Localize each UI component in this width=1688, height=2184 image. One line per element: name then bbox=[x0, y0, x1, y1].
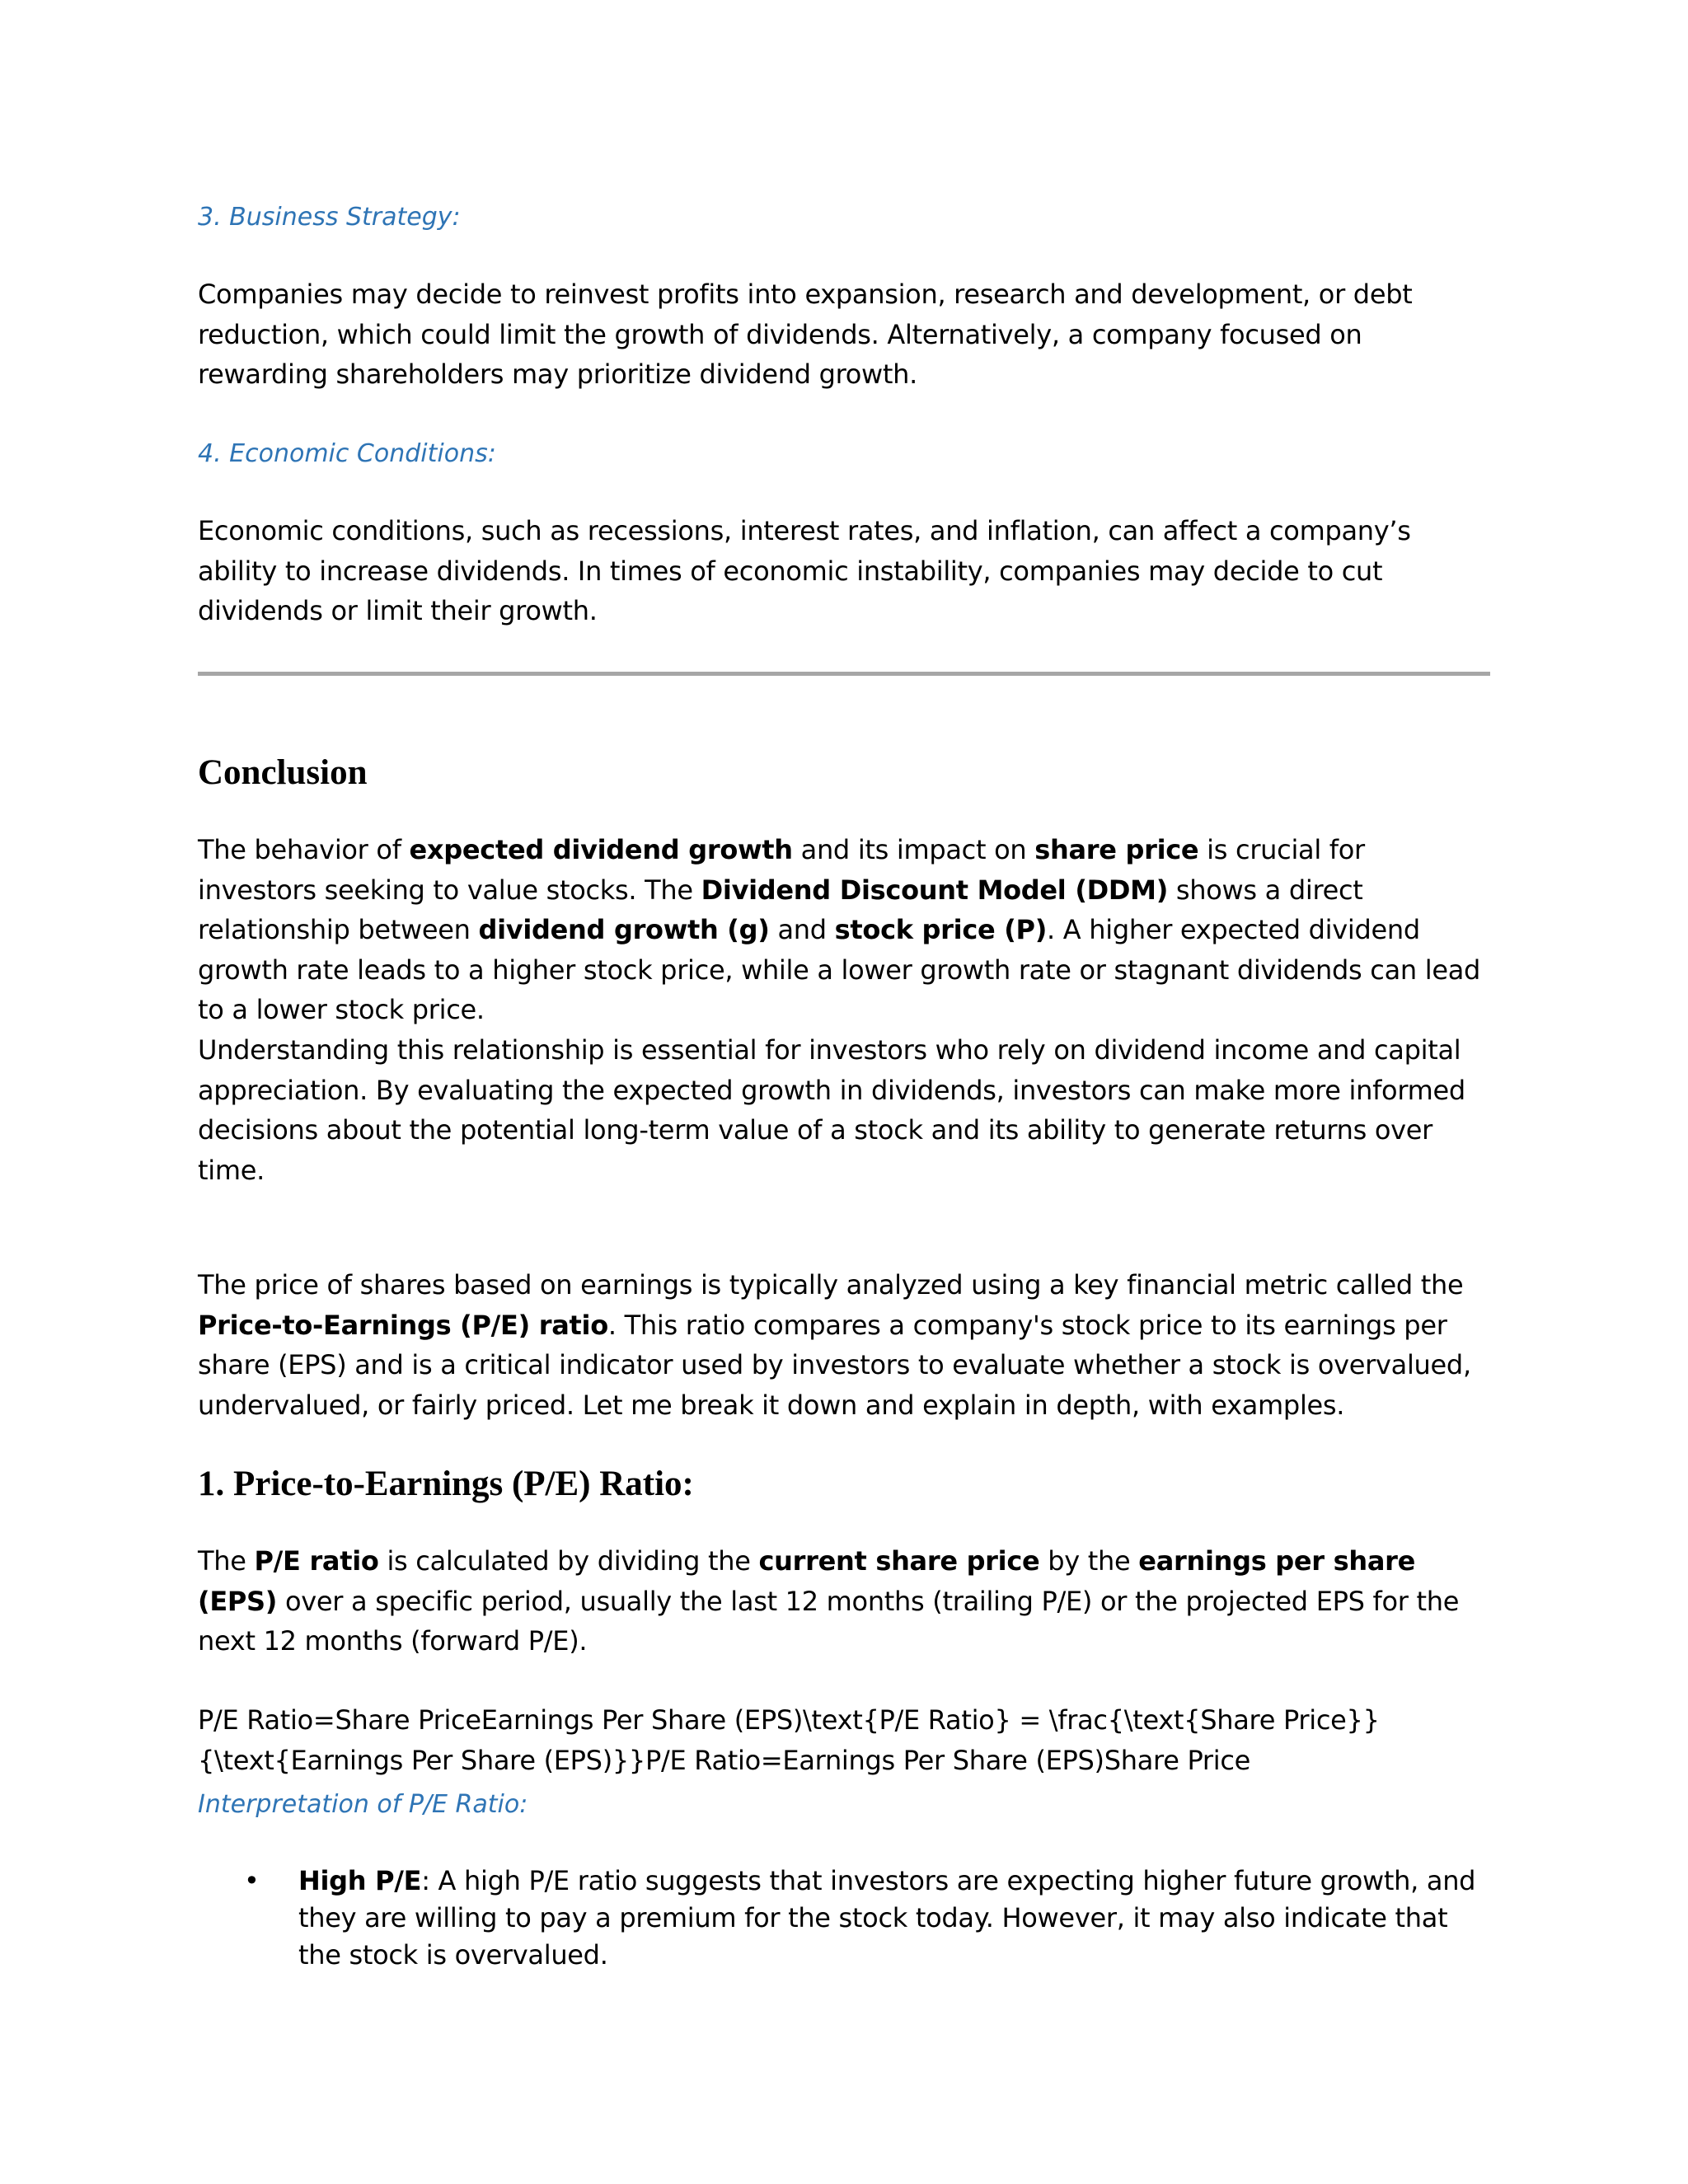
text-run: and its impact on bbox=[792, 834, 1035, 865]
pe-ratio-paragraph bbox=[198, 1541, 1490, 1661]
bold-run: High P/E bbox=[298, 1865, 422, 1896]
text-run: The price of shares based on earnings is typically analyzed using a key financial metric called the bbox=[198, 1269, 1464, 1301]
business-strategy-heading: 3. Business Strategy: bbox=[198, 203, 461, 232]
text-run: over a specific period, usually the last 12 months (trailing P/E) or the projected EPS for the next 12 months (forward P/E). bbox=[198, 1585, 1460, 1657]
conclusion-heading: Conclusion bbox=[198, 753, 368, 792]
list-item bbox=[198, 1863, 1490, 1974]
text-run: is calculated by dividing the bbox=[378, 1545, 759, 1577]
bold-run: Dividend Discount Model (DDM) bbox=[701, 874, 1169, 906]
economic-conditions-heading: 4. Economic Conditions: bbox=[198, 439, 496, 468]
text-run: The behavior of bbox=[198, 834, 410, 865]
text-run: : A high P/E ratio suggests that investors are expecting higher future growth, and they are willing to pay a premium for the stock today. However, it may also indicate that the stock is overvalued. bbox=[298, 1865, 1476, 1971]
bold-run: expected dividend growth bbox=[409, 834, 793, 865]
bold-run: stock price (P) bbox=[834, 914, 1048, 945]
text-run: is crucial for investors seeking to value stocks. The bbox=[198, 834, 1365, 906]
text-run: and bbox=[769, 914, 835, 945]
bold-run: Price-to-Earnings (P/E) ratio bbox=[198, 1309, 608, 1341]
pe-intro-paragraph bbox=[198, 1265, 1490, 1425]
text-run: . A higher expected dividend growth rate leads to a higher stock price, while a lower growth rate or stagnant dividends can lead to a lower stock price. bbox=[198, 914, 1481, 1025]
text-run: shows a direct relationship between bbox=[198, 874, 1363, 945]
text-run: The bbox=[198, 1545, 255, 1577]
conclusion-paragraph-1 bbox=[198, 830, 1490, 1030]
bold-run: P/E ratio bbox=[254, 1545, 379, 1577]
pe-ratio-heading: 1. Price-to-Earnings (P/E) Ratio: bbox=[198, 1465, 694, 1503]
bold-run: share price bbox=[1034, 834, 1199, 865]
text-run: . This ratio compares a company's stock price to its earnings per share (EPS) and is a critical indicator used by investors to evaluate whether a stock is overvalued, undervalued, or fairly priced. Let me break it down and explain in depth, with examples. bbox=[198, 1309, 1471, 1421]
economic-conditions-body: Economic conditions, such as recessions, interest rates, and inflation, can affect a company’s ability to increase dividends. In times of economic instability, companies may decide to cut dividends or limit their growth. bbox=[198, 515, 1411, 626]
bullet-icon: • bbox=[244, 1865, 260, 1896]
conclusion-paragraph-2: Understanding this relationship is essential for investors who rely on dividend income and capital appreciation. By evaluating the expected growth in dividends, investors can make more informed decisions about the potential long-term value of a stock and its ability to generate returns over time. bbox=[198, 1034, 1465, 1186]
bold-run: current share price bbox=[758, 1545, 1040, 1577]
pe-interpretation-heading: Interpretation of P/E Ratio: bbox=[198, 1790, 528, 1819]
pe-formula-text: P/E Ratio=Share PriceEarnings Per Share (EPS)\text{P/E Ratio} = \frac{\text{Share Price}}{\text{Earnings Per Share (EPS)}}P/E Ratio=Earnings Per Share (EPS)Share Price bbox=[198, 1704, 1380, 1776]
business-strategy-body: Companies may decide to reinvest profits into expansion, research and development, or debt reduction, which could limit the growth of dividends. Alternatively, a company focused on rewarding shareholders may prioritize dividend growth. bbox=[198, 279, 1413, 390]
pe-interpretation-list bbox=[198, 1863, 1490, 1974]
bold-run: earnings per share (EPS) bbox=[198, 1545, 1416, 1617]
bold-run: dividend growth (g) bbox=[478, 914, 770, 945]
text-run: by the bbox=[1039, 1545, 1139, 1577]
section-divider bbox=[198, 672, 1490, 676]
